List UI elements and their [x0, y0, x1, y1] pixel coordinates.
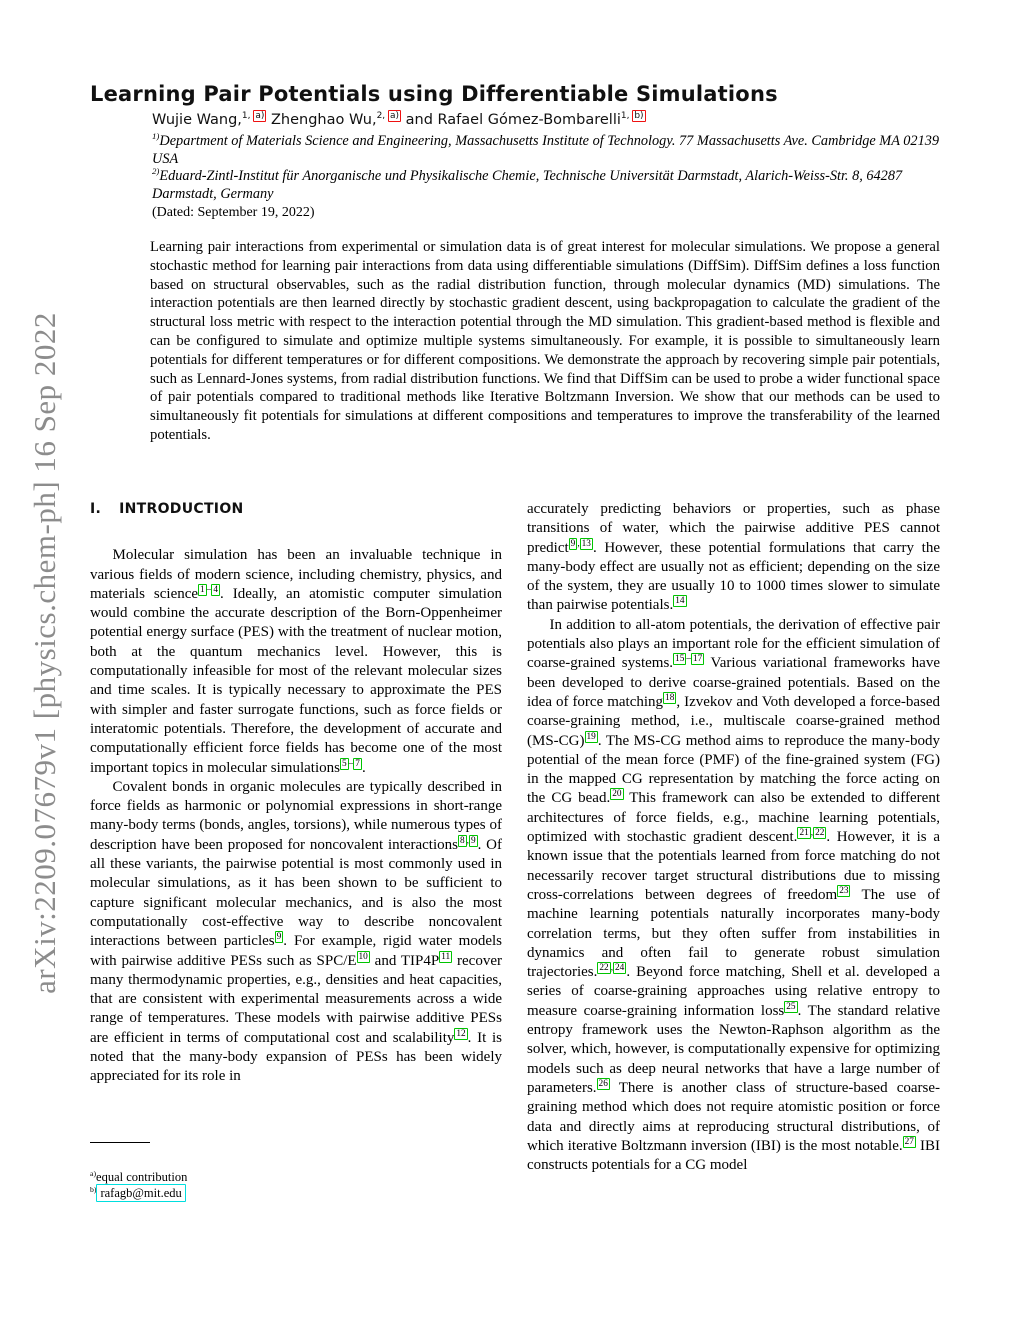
citation-link[interactable]: 22	[815, 828, 825, 839]
affiliation-1: $^{1)}$Department of Materials Science and Engineering, Massachusetts Institute of Technology. 77 Massachusetts Ave. Cambridge MA 02139 USA	[152, 131, 940, 167]
citation-link[interactable]: 10	[358, 951, 368, 962]
section-heading-introduction	[90, 500, 502, 519]
citation-link[interactable]: 24	[615, 963, 625, 974]
citation-link[interactable]: 14	[675, 596, 685, 607]
footnote-email: $^{b)}$ rafagb@mit.edu	[90, 1185, 502, 1201]
author-line: Wujie Wang,$^{1,}$ $^{a)}$ Zhenghao Wu,$^{2,}$ $^{a)}$ and Rafael Gómez-Bombarelli$^{1,}$ $^{b)}$	[152, 111, 644, 128]
section-number: I.	[90, 501, 102, 517]
author-note-link[interactable]: a)	[255, 111, 265, 122]
citation-link[interactable]: 23	[839, 885, 849, 896]
citation-link[interactable]: 9	[276, 932, 282, 943]
citation-link[interactable]: 7	[355, 758, 360, 769]
citation-link[interactable]: 13	[581, 538, 591, 549]
citation-link[interactable]: 9	[470, 835, 476, 846]
citation-link[interactable]: 19	[586, 731, 596, 742]
citation-link[interactable]: 18	[665, 692, 675, 703]
citation-link[interactable]: 4	[213, 584, 219, 595]
left-column	[90, 500, 502, 1087]
citation-link[interactable]: 15	[675, 654, 685, 665]
citation-link[interactable]: 20	[612, 789, 622, 800]
affiliation-block	[152, 133, 942, 203]
paragraph-intro-1: Molecular simulation has been an invaluable technique in various fields of modern science, including chemistry, physics, and materials science $^{1 - 4}$ . Ideally, an atomistic computer simulation would combine the accurate description of the Born-Oppenheimer potential energy surface (PES) with the treatment of nuclear motion, both at the quantum mechanics level. However, this is computationally infeasible for most of the relevant molecular sizes and time scales. It is typically necessary to approximate the PES with simpler and faster surrogate functions, such as force fields or interatomic potentials. Therefore, the development of accurate and computationally efficient force fields has become one of the most important topics in molecular simulations $^{5 - 7}$ .	[90, 547, 502, 776]
right-column	[527, 500, 940, 1175]
citation-link[interactable]: 26	[598, 1078, 608, 1089]
date-line: (Dated: September 19, 2022)	[152, 205, 315, 220]
citation-link[interactable]: 11	[441, 951, 451, 962]
email-link[interactable]: rafagb@mit.edu	[96, 1184, 185, 1202]
author-note-link[interactable]: a)	[390, 111, 400, 122]
citation-link[interactable]: 25	[786, 1001, 796, 1012]
paragraph-intro-2: Covalent bonds in organic molecules are typically described in force fields as harmonic or polynomial expressions in short-range many-body terms (bonds, angles, torsions), while numerous types of description have been proposed for noncovalent interactions $^{8 , 9}$ . Of all these variants, the pairwise potential is most commonly used in molecular simulations, as it has been shown to be sufficient to capture significant molecular mechanics, and is also the most computationally cost-effective way to describe noncovalent interactions between particles $^9$ . For example, rigid water models with pairwise additive PESs such as SPC/E $^{10}$ and TIP4P $^{11}$ recover many thermodynamic properties, e.g., densities and heat capacities, that are consistent with experimental measurements across a wide range of temperatures. These models with pairwise additive PESs are efficient in terms of computational cost and scalability $^{12}$ . It is noted that the many-body expansion of PESs has been widely appreciated for its role in	[90, 778, 503, 1085]
section-title: INTRODUCTION	[119, 501, 244, 517]
paper-title: Learning Pair Potentials using Differentiable Simulations	[90, 82, 778, 106]
citation-link[interactable]: 5	[341, 758, 347, 769]
abstract: Learning pair interactions from experimental or simulation data is of great interest for molecular simulations. We propose a general stochastic method for learning pair interactions from data using differentiable simulations (DiffSim). DiffSim defines a loss function based on structural observables, such as the radial distribution function, through molecular dynamics (MD) simulations. The interaction potentials are then learned directly by stochastic gradient descent, using backpropagation to calculate the gradient of the structural loss metric with respect to the interaction potential through the MD simulation. This gradient-based method is flexible and can be configured to simulate and optimize multiple systems simultaneously. For example, it is possible to simultaneously learn potentials for different temperatures or for different compositions. We demonstrate the approach by recovering simple pair potentials, such as Lennard-Jones systems, from radial distribution functions. We find that DiffSim can be used to probe a wider functional space of pair potentials compared to traditional methods like Iterative Boltzmann Inversion. We show that our methods can be used to simultaneously fit potentials for simulations at different compositions and temperatures to improve the transferability of the learned potentials.	[150, 239, 940, 443]
citation-link[interactable]: 12	[456, 1028, 466, 1039]
footnote-block	[90, 1142, 502, 1201]
footnote-rule	[90, 1142, 150, 1143]
citation-link[interactable]: 21	[799, 828, 809, 839]
footnote-equal-contribution: $^{a)}$equal contribution	[90, 1168, 188, 1184]
arxiv-watermark: arXiv:2209.07679v1 [physics.chem-ph] 16 Sep 2022	[27, 312, 62, 994]
citation-link[interactable]: 1	[200, 584, 205, 595]
paragraph-intro-3: accurately predicting behaviors or properties, such as phase transitions of water, which the pairwise additive PES cannot predict $^{9 , 13}$ . However, these potential formulations that carry the many-body effect are usually not as efficient; depending on the size of the system, they are usually 10 to 1000 times slower to simulate than pairwise potentials. $^{14}$	[527, 501, 940, 614]
affiliation-2: $^{2)}$Eduard-Zintl-Institut für Anorganische und Physikalische Chemie, Technische Universität Darmstadt, Alarich-Weiss-Str. 8, 64287 Darmstadt, Germany	[152, 166, 903, 202]
paragraph-intro-4: In addition to all-atom potentials, the derivation of effective pair potentials also plays an important role for the efficient simulation of coarse-grained systems. $^{15 - 17}$ Various variational frameworks have been developed to derive coarse-grained potentials. Based on the idea of force matching $^{18}$ , Izvekov and Voth developed a force-based coarse-graining method, i.e., multiscale coarse-grained method (MS-CG) $^{19}$ . The MS-CG method aims to reproduce the many-body potential of the mean force (PMF) of the fine-grained system (FG) in the mapped CG representation by matching the force acting on the CG bead. $^{20}$ This framework can also be extended to different architectures of force fields, e.g., machine learning potentials, optimized with stochastic gradient descent. $^{21 , 22}$ . However, it is a known issue that the potentials learned from force matching do not necessarily recover target structural distributions due to missing cross-correlations between degrees of freedom $^{23}$ The use of machine learning potentials naturally incorporates many-body correlation terms, but they often suffer from instabilities in dynamics and often fail to generate robust simulation trajectories. $^{22 , 24}$ . Beyond force matching, Shell et al. developed a series of coarse-graining approaches using relative entropy to measure coarse-graining information loss $^{25}$ . The standard relative entropy framework uses the Newton-Raphson algorithm as the solver, which, however, is computationally expensive for optimizing models such as deep neural networks that have a large number of parameters. $^{26}$ There is another class of structure-based coarse-graining method which does not require atomistic position or force data and directly aims at reproducing structural distributions, of which iterative Boltzmann inversion (IBI) is the most notable. $^{27}$ IBI constructs potentials for a CG model	[527, 616, 941, 1174]
citation-link[interactable]: 27	[904, 1136, 914, 1147]
citation-link[interactable]: 8	[459, 835, 465, 846]
author-note-link[interactable]: b)	[634, 111, 644, 122]
citation-link[interactable]: 9	[570, 538, 576, 549]
citation-link[interactable]: 17	[693, 654, 703, 665]
citation-link[interactable]: 22	[599, 963, 609, 974]
